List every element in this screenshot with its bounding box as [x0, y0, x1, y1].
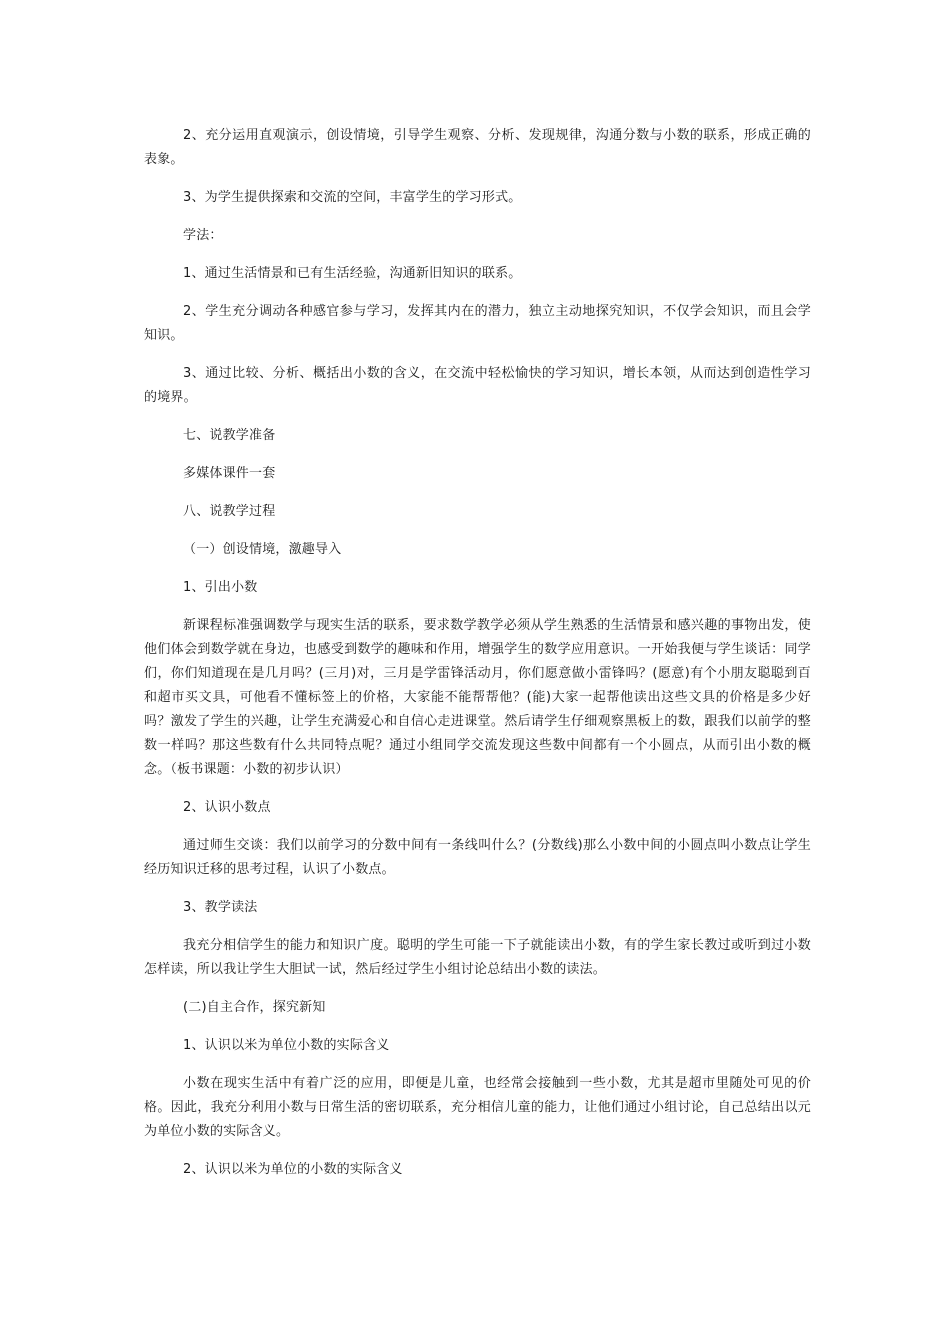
paragraph-decimal-point: 通过师生交谈：我们以前学习的分数中间有一条线叫什么？(分数线)那么小数中间的小圆点叫小数点让学生经历知识迁移的思考过程，认识了小数点。	[144, 838, 811, 877]
paragraph-method-1: 1、通过生活情景和已有生活经验，沟通新旧知识的联系。	[183, 266, 522, 281]
paragraph-goal-2: 2、充分运用直观演示，创设情境，引导学生观察、分析、发现规律，沟通分数与小数的联系，形成正确的表象。	[144, 128, 811, 167]
paragraph-method-3: 3、通过比较、分析、概括出小数的含义，在交流中轻松愉快的学习知识，增长本领，从而达到创造性学习的境界。	[144, 366, 811, 405]
paragraph-goal-3: 3、为学生提供探索和交流的空间，丰富学生的学习形式。	[183, 190, 522, 205]
heading-substep-2: 2、认识以米为单位的小数的实际含义	[183, 1162, 403, 1177]
heading-part-1: （一）创设情境，激趣导入	[183, 542, 342, 557]
heading-section-7: 七、说教学准备	[183, 428, 276, 443]
heading-step-3: 3、教学读法	[183, 900, 258, 915]
paragraph-method-2: 2、学生充分调动各种感官参与学习，发挥其内在的潜力，独立主动地探究知识，不仅学会知识，而且会学知识。	[144, 304, 811, 343]
paragraph-materials: 多媒体课件一套	[183, 466, 276, 481]
heading-section-8: 八、说教学过程	[183, 504, 276, 519]
heading-part-2: (二)自主合作，探究新知	[183, 1000, 326, 1015]
heading-step-2: 2、认识小数点	[183, 800, 271, 815]
document-body	[144, 124, 811, 1182]
paragraph-real-life: 小数在现实生活中有着广泛的应用，即便是儿童，也经常会接触到一些小数，尤其是超市里随处可见的价格。因此，我充分利用小数与日常生活的密切联系，充分相信儿童的能力，让他们通过小组讨论，自己总结出以元为单位小数的实际含义。	[144, 1076, 811, 1139]
heading-study-method: 学法：	[183, 228, 223, 243]
paragraph-reading: 我充分相信学生的能力和知识广度。聪明的学生可能一下子就能读出小数，有的学生家长教过或听到过小数怎样读，所以我让学生大胆试一试，然后经过学生小组讨论总结出小数的读法。	[144, 938, 811, 977]
paragraph-intro-decimals: 新课程标准强调数学与现实生活的联系，要求数学教学必须从学生熟悉的生活情景和感兴趣的事物出发，使他们体会到数学就在身边，也感受到数学的趣味和作用，增强学生的数学应用意识。一开始我便与学生谈话：同学们，你们知道现在是几月吗？(三月)对，三月是学雷锋活动月，你们愿意做小雷锋吗？(愿意)有个小朋友聪聪到百和超市买文具，可他看不懂标签上的价格，大家能不能帮帮他？(能)大家一起帮他读出这些文具的价格是多少好吗？激发了学生的兴趣，让学生充满爱心和自信心走进课堂。然后请学生仔细观察黑板上的数，跟我们以前学的整数一样吗？那这些数有什么共同特点呢？通过小组同学交流发现这些数中间都有一个小圆点，从而引出小数的概念。（板书课题：小数的初步认识）	[144, 618, 811, 777]
heading-step-1: 1、引出小数	[183, 580, 258, 595]
heading-substep-1: 1、认识以米为单位小数的实际含义	[183, 1038, 390, 1053]
